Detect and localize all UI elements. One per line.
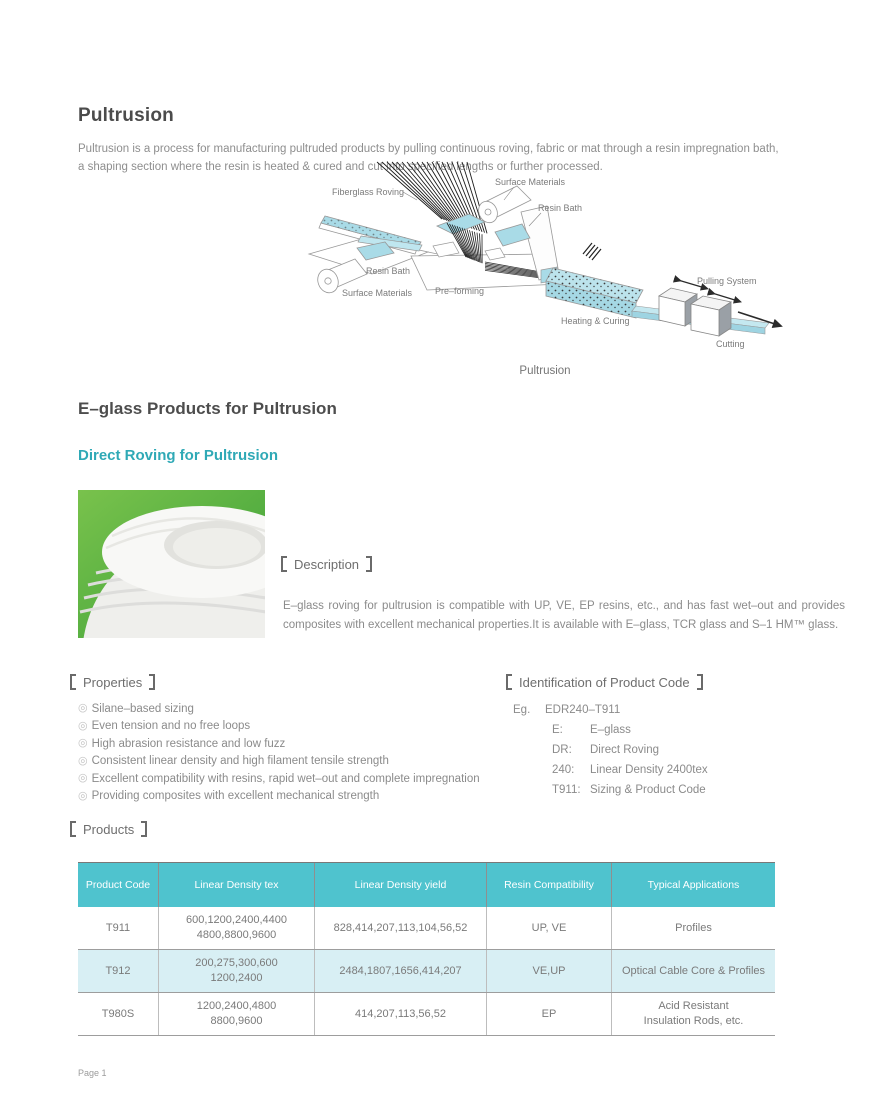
description-body: E–glass roving for pultrusion is compatible with UP, VE, EP resins, etc., and has fast wet–out and provides composites with excellent mechanical properties.It is available with E–glass, TCR glass and S–1 HM™ glass. (283, 599, 845, 631)
code-entry-row (552, 720, 708, 740)
list-item (78, 718, 480, 736)
product-code-cell: T980S (78, 993, 159, 1035)
code-key: 240: (552, 764, 575, 776)
property-text: Consistent linear density and high filament tensile strength (91, 755, 389, 768)
example-label: Eg. (513, 704, 531, 716)
code-entry-row (552, 740, 708, 760)
bullet-icon: ◎ (78, 702, 88, 715)
property-text: Providing composites with excellent mechanical strength (91, 790, 380, 803)
property-text: Even tension and no free loops (91, 720, 251, 733)
section-title: E–glass Products for Pultrusion (78, 399, 337, 419)
diagram-label-pre-forming: Pre–forming (435, 286, 485, 296)
bullet-icon: ◎ (78, 754, 88, 767)
bullet-icon: ◎ (78, 789, 88, 802)
page-title: Pultrusion (78, 104, 174, 126)
linear-density-yield-cell: 414,207,113,56,52 (315, 993, 487, 1035)
code-key: T911: (552, 784, 581, 796)
code-key: DR: (552, 744, 572, 756)
bullet-icon: ◎ (78, 772, 88, 785)
pultrusion-process-diagram (295, 156, 795, 371)
product-code-cell: T911 (78, 907, 159, 949)
identification-heading: Identification of Product Code (506, 674, 703, 690)
product-code-cell: T912 (78, 950, 159, 992)
diagram-label-surface-materials-left: Surface Materials (342, 288, 413, 298)
roving-spool-image (78, 490, 265, 638)
code-value: Linear Density 2400tex (590, 764, 708, 776)
identification-block (513, 700, 708, 800)
code-entry-row (552, 780, 708, 800)
code-entry-row (552, 760, 708, 780)
diagram-label-surface-materials-top: Surface Materials (495, 177, 566, 187)
resin-compatibility-cell: EP (487, 993, 612, 1035)
linear-density-tex-cell: 200,275,300,600 1200,2400 (159, 950, 315, 992)
subsection-title: Direct Roving for Pultrusion (78, 447, 279, 464)
bullet-icon: ◎ (78, 719, 88, 732)
linear-density-yield-cell: 2484,1807,1656,414,207 (315, 950, 487, 992)
diagram-label-resin-bath-right: Resin Bath (538, 203, 583, 213)
column-header: Resin Compatibility (487, 863, 612, 907)
code-value: Direct Roving (590, 744, 660, 756)
typical-applications-cell: Optical Cable Core & Profiles (621, 964, 766, 977)
resin-compatibility-cell: VE,UP (487, 950, 612, 992)
page-number: Page 1 (78, 1068, 107, 1078)
list-item (78, 770, 480, 788)
products-table (78, 862, 775, 1036)
diagram-caption: Pultrusion (519, 365, 571, 377)
intro-paragraph: Pultrusion is a process for manufacturing pultruded products by pulling continuous roving, fabric or mat through a resin impregnation bath, a shaping section where the resin is heated & cured and cut into specified lengths or further processed. (78, 142, 779, 173)
column-header: Linear Density yield (315, 863, 487, 907)
linear-density-yield-cell: 828,414,207,113,104,56,52 (315, 907, 487, 949)
bullet-icon: ◎ (78, 737, 88, 750)
property-text: High abrasion resistance and low fuzz (91, 737, 286, 750)
resin-compatibility-cell: UP, VE (487, 907, 612, 949)
table-row (78, 950, 775, 993)
diagram-label-pulling-system: Pulling System (697, 276, 757, 286)
code-value: Sizing & Product Code (590, 784, 706, 796)
code-key: E: (552, 724, 563, 736)
process-diagram-illustration (295, 156, 795, 371)
diagram-label-resin-bath-left: Resin Bath (366, 266, 411, 276)
code-value: E–glass (590, 724, 631, 736)
typical-applications-cell: Profiles (675, 921, 712, 934)
linear-density-tex-cell: 600,1200,2400,4400 4800,8800,9600 (159, 907, 315, 949)
column-header: Product Code (78, 863, 159, 907)
description-heading: Description (281, 556, 372, 572)
diagram-label-heating-curing: Heating & Curing (561, 316, 630, 326)
diagram-label-fiberglass-roving: Fiberglass Roving (332, 187, 405, 197)
typical-applications-cell: Acid Resistant Insulation Rods, etc. (643, 1000, 744, 1027)
column-header: Linear Density tex (159, 863, 315, 907)
list-item (78, 735, 480, 753)
property-text: Excellent compatibility with resins, rapid wet–out and complete impregnation (91, 772, 480, 785)
properties-list (78, 700, 480, 805)
column-header: Typical Applications (647, 878, 740, 891)
property-text: Silane–based sizing (91, 702, 194, 715)
list-item (78, 700, 480, 718)
example-code-row (513, 700, 708, 720)
table-row (78, 993, 775, 1036)
list-item (78, 788, 480, 806)
diagram-label-cutting: Cutting (716, 339, 745, 349)
example-code: EDR240–T911 (545, 704, 621, 716)
table-row (78, 907, 775, 950)
list-item (78, 753, 480, 771)
products-heading: Products (70, 821, 147, 837)
properties-heading: Properties (70, 674, 155, 690)
table-header-row (78, 863, 775, 907)
linear-density-tex-cell: 1200,2400,4800 8800,9600 (159, 993, 315, 1035)
